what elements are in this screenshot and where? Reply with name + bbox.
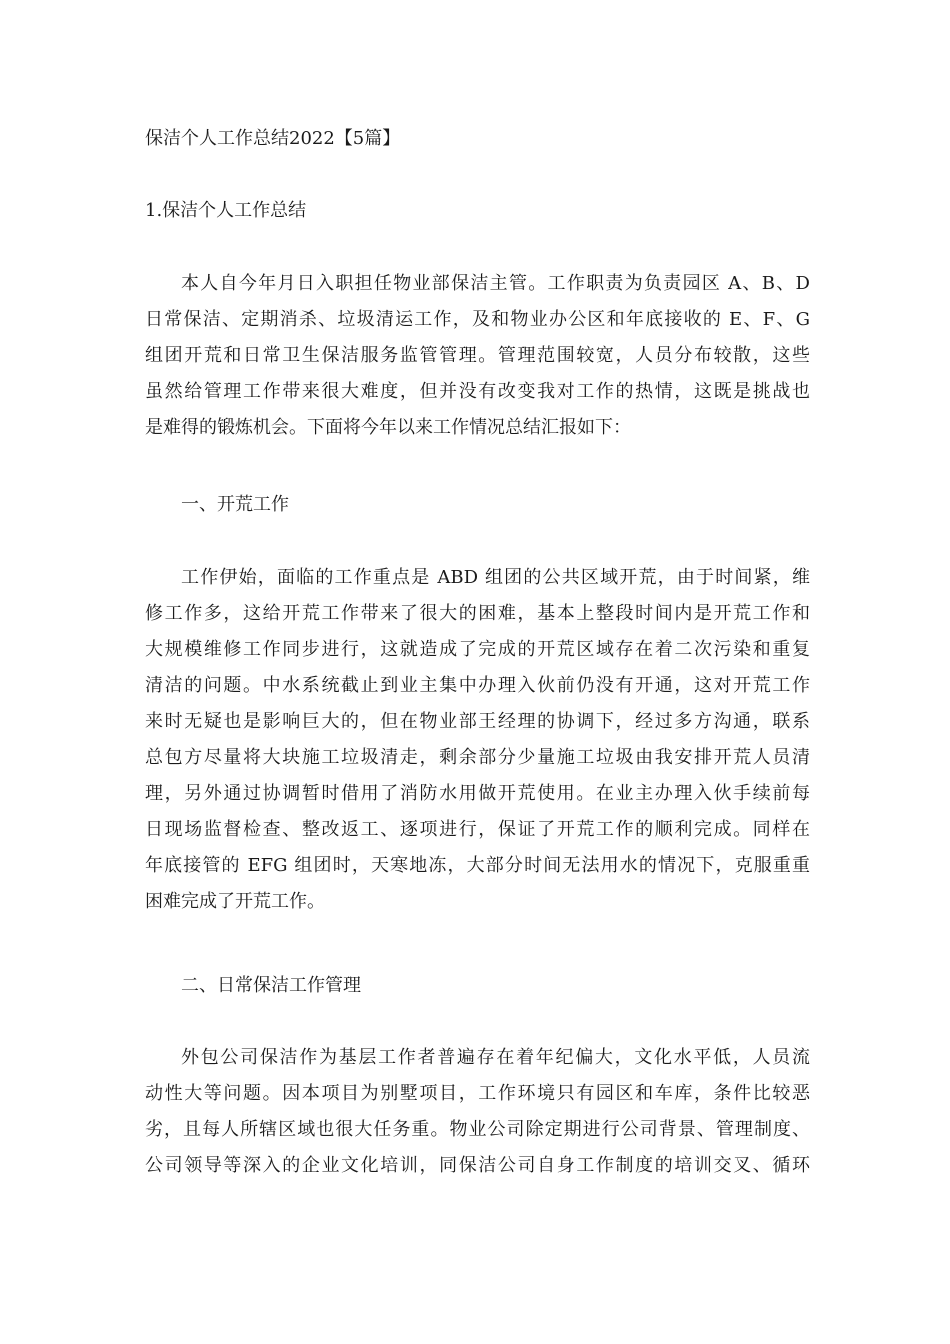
paragraph-line: 大规模维修工作同步进行，这就造成了完成的开荒区域存在着二次污染和重复	[145, 639, 810, 660]
paragraph-line: 是难得的锻炼机会。下面将今年以来工作情况总结汇报如下：	[145, 417, 631, 438]
section-heading: 1.保洁个人工作总结	[145, 200, 307, 221]
paragraph-line: 清洁的问题。中水系统截止到业主集中办理入伙前仍没有开通，这对开荒工作	[145, 675, 810, 696]
paragraph-line: 日现场监督检查、整改返工、逐项进行，保证了开荒工作的顺利完成。同样在	[145, 819, 810, 840]
paragraph-line: 工作伊始，面临的工作重点是 ABD 组团的公共区域开荒，由于时间紧，维	[181, 567, 810, 588]
sub-heading-land-clearing: 一、开荒工作	[181, 494, 289, 515]
sub-heading-daily-cleaning: 二、日常保洁工作管理	[181, 975, 361, 996]
paragraph-line: 修工作多，这给开荒工作带来了很大的困难，基本上整段时间内是开荒工作和	[145, 603, 810, 624]
paragraph-line: 公司领导等深入的企业文化培训，同保洁公司自身工作制度的培训交叉、循环	[145, 1155, 810, 1176]
paragraph-line: 日常保洁、定期消杀、垃圾清运工作，及和物业办公区和年底接收的 E、F、G	[145, 309, 810, 330]
land-clearing-paragraph	[145, 560, 810, 920]
paragraph-line: 外包公司保洁作为基层工作者普遍存在着年纪偏大，文化水平低，人员流	[181, 1047, 810, 1068]
paragraph-line: 本人自今年月日入职担任物业部保洁主管。工作职责为负责园区 A、B、D	[181, 273, 810, 294]
paragraph-line: 劣，且每人所辖区域也很大任务重。物业公司除定期进行公司背景、管理制度、	[145, 1119, 810, 1140]
paragraph-line: 困难完成了开荒工作。	[145, 891, 325, 912]
paragraph-line: 理，另外通过协调暂时借用了消防水用做开荒使用。在业主办理入伙手续前每	[145, 783, 810, 804]
daily-cleaning-paragraph	[145, 1040, 810, 1184]
paragraph-line: 来时无疑也是影响巨大的，但在物业部王经理的协调下，经过多方沟通，联系	[145, 711, 810, 732]
paragraph-line: 年底接管的 EFG 组团时，天寒地冻，大部分时间无法用水的情况下，克服重重	[145, 855, 810, 876]
intro-paragraph	[145, 266, 810, 446]
document-title: 保洁个人工作总结2022【5篇】	[145, 128, 401, 149]
paragraph-line: 组团开荒和日常卫生保洁服务监管管理。管理范围较宽，人员分布较散，这些	[145, 345, 810, 366]
paragraph-line: 总包方尽量将大块施工垃圾清走，剩余部分少量施工垃圾由我安排开荒人员清	[145, 747, 810, 768]
paragraph-line: 动性大等问题。因本项目为别墅项目，工作环境只有园区和车库，条件比较恶	[145, 1083, 810, 1104]
paragraph-line: 虽然给管理工作带来很大难度，但并没有改变我对工作的热情，这既是挑战也	[145, 381, 810, 402]
